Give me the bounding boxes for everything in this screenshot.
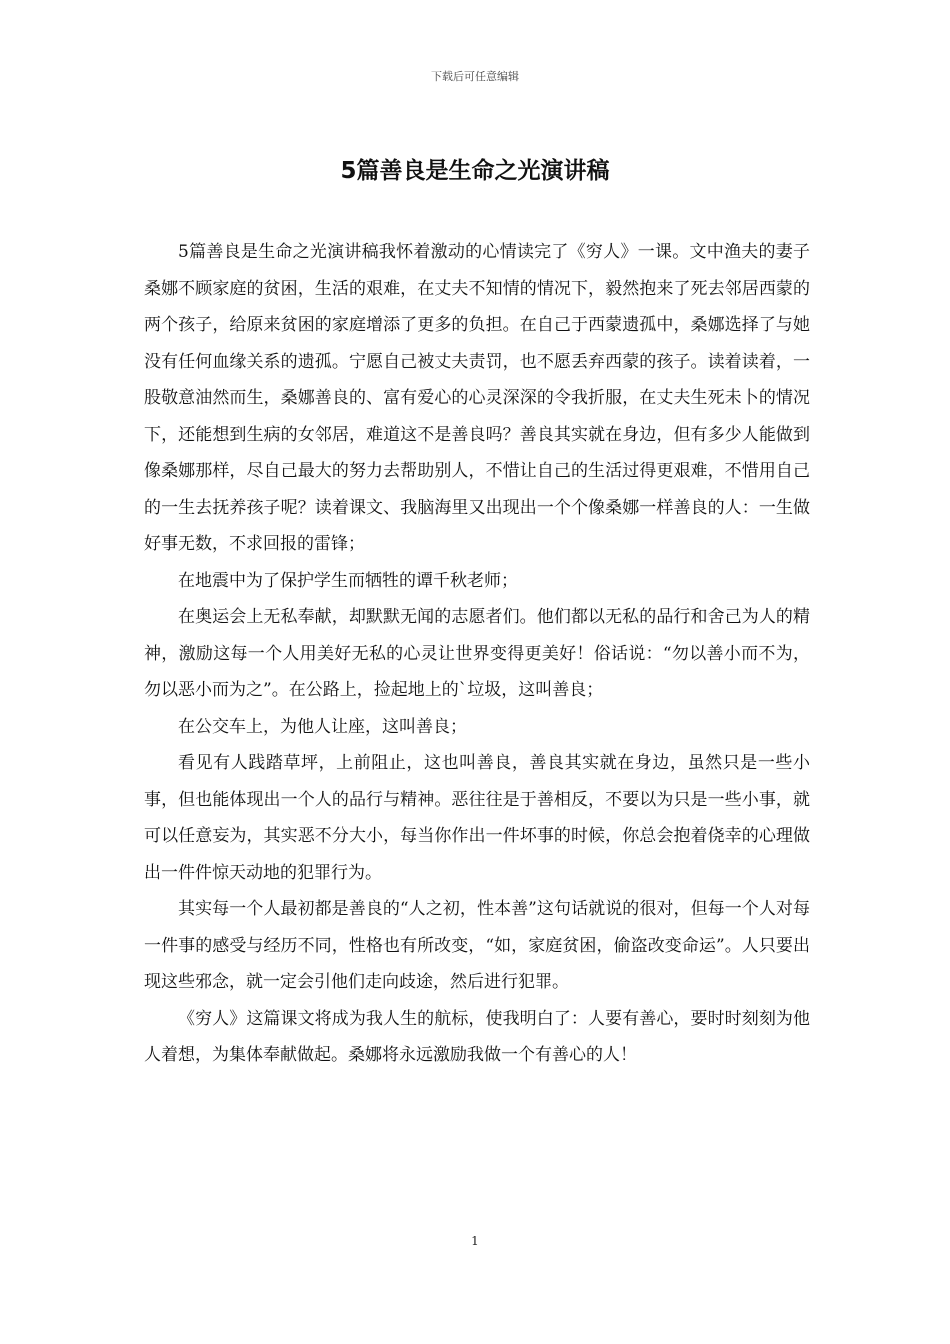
body-paragraph: 在公交车上，为他人让座，这叫善良；	[178, 716, 467, 737]
body-paragraph: 在地震中为了保护学生而牺牲的谭千秋老师；	[178, 570, 518, 591]
body-paragraph: 看见有人践踏草坪，上前阻止，这也叫善良，善良其实就在身边，虽然只是一些小事，但也能体现出一个人的品行与精神。恶往往是于善相反，不要以为只是一些小事，就可以任意妄为，其实恶不分大小，每当你作出一件坏事的时候，你总会抱着侥幸的心理做出一件件惊天动地的犯罪行为。	[144, 753, 810, 883]
header-note: 下载后可任意编辑	[431, 70, 519, 83]
document-body	[144, 234, 810, 1074]
body-paragraph: 在奥运会上无私奉献，却默默无闻的志愿者们。他们都以无私的品行和舍己为人的精神，激励这每一个人用美好无私的心灵让世界变得更美好！俗话说：“勿以善小而不为，勿以恶小而为之”。在公路上，捡起地上的`垃圾，这叫善良；	[144, 607, 810, 700]
body-paragraph: 《穷人》这篇课文将成为我人生的航标，使我明白了：人要有善心，要时时刻刻为他人着想，为集体奉献做起。桑娜将永远激励我做一个有善心的人！	[144, 1008, 810, 1065]
document-title: 5篇善良是生命之光演讲稿	[340, 158, 610, 184]
page-number: 1	[471, 1234, 479, 1248]
body-paragraph: 其实每一个人最初都是善良的“人之初，性本善”这句话就说的很对，但每一个人对每一件事的感受与经历不同，性格也有所改变，“如，家庭贫困，偷盗改变命运”。人只要出现这些邪念，就一定会引他们走向歧途，然后进行犯罪。	[144, 899, 810, 992]
body-paragraph: 5篇善良是生命之光演讲稿我怀着激动的心情读完了《穷人》一课。文中渔夫的妻子桑娜不顾家庭的贫困，生活的艰难，在丈夫不知情的情况下，毅然抱来了死去邻居西蒙的两个孩子，给原来贫困的家庭增添了更多的负担。在自己于西蒙遗孤中，桑娜选择了与她没有任何血缘关系的遗孤。宁愿自己被丈夫责罚，也不愿丢弃西蒙的孩子。读着读着，一股敬意油然而生，桑娜善良的、富有爱心的心灵深深的令我折服，在丈夫生死未卜的情况下，还能想到生病的女邻居，难道这不是善良吗？善良其实就在身边，但有多少人能做到像桑娜那样，尽自己最大的努力去帮助别人，不惜让自己的生活过得更艰难，不惜用自己的一生去抚养孩子呢？读着课文、我脑海里又出现出一个个像桑娜一样善良的人：一生做好事无数，不求回报的雷锋；	[144, 242, 810, 554]
